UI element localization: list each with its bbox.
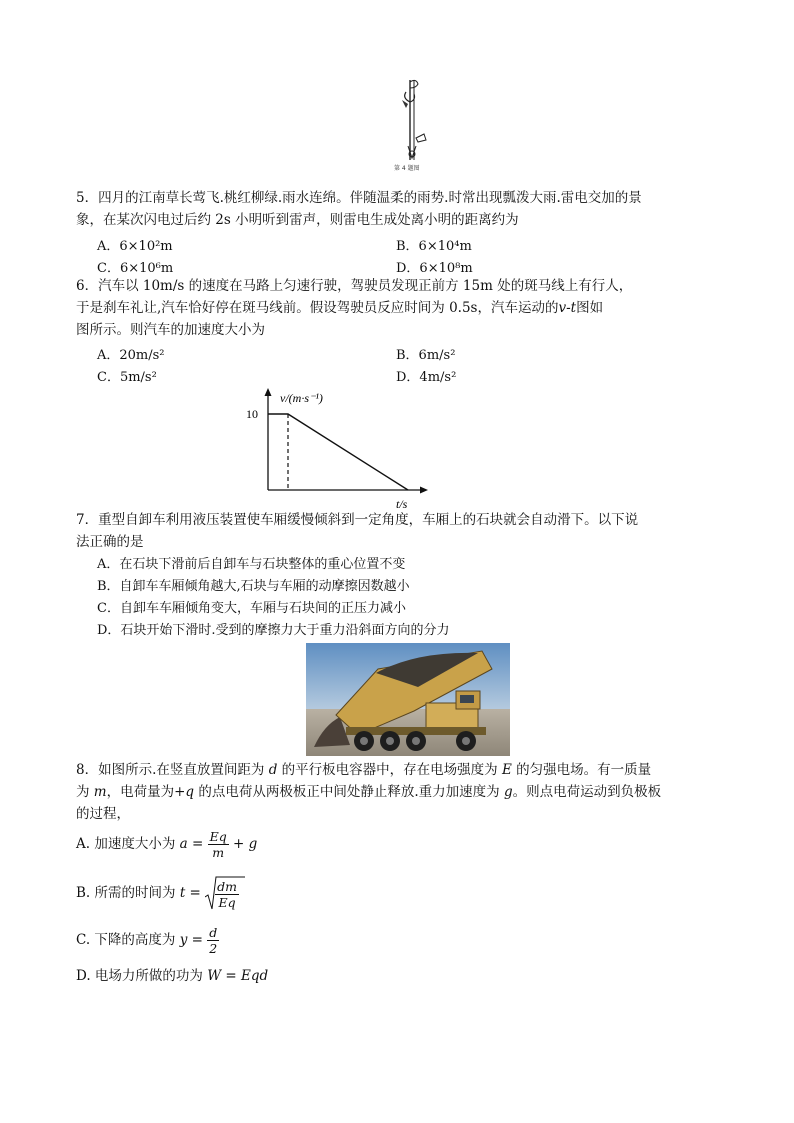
question-6-option-d: D．4m/s²: [396, 370, 457, 385]
figure-4-caption: 第 4 题图: [394, 165, 420, 172]
question-5-option-a: A．6×10²m: [97, 239, 173, 254]
x-axis-arrow: [420, 487, 428, 494]
question-8-stem-line1: 8．如图所示.在竖直放置间距为 d 的平行板电容器中，存在电场强度为 E 的匀强电场。有一质量: [76, 762, 652, 778]
question-5-option-b: B．6×10⁴m: [396, 239, 472, 254]
question-7-stem-line2: 法正确的是: [76, 534, 144, 550]
question-6-option-a: A．20m/s²: [97, 348, 165, 363]
question-5-option-c: C．6×10⁶m: [97, 261, 174, 276]
question-6-option-b: B．6m/s²: [396, 348, 456, 363]
vt-symbol: v-t: [558, 300, 577, 316]
y-axis-label: v/(m·s⁻¹): [280, 391, 323, 405]
x-axis-label: t/s: [396, 497, 408, 510]
vt-graph: [236, 384, 436, 510]
y-axis-arrow: [265, 388, 272, 396]
question-8-option-a: A. 加速度大小为 a = $\frac{Eq}{m}$ + g: [76, 829, 258, 860]
question-4-figure: [392, 76, 432, 176]
question-6-stem-line1: 6．汽车以 10m/s 的速度在马路上匀速行驶，驾驶员发现正前方 15m 处的斑马线上有行人，: [76, 278, 633, 294]
question-7-option-b: B．自卸车车厢倾角越大,石块与车厢的动摩擦因数越小: [97, 579, 410, 594]
question-7-option-a: A．在石块下滑前后自卸车与石块整体的重心位置不变: [97, 557, 406, 572]
vt-graph-svg: [236, 384, 436, 510]
square-root-sign: $\frac{dm}{Eq}$: [205, 875, 239, 913]
question-7-option-c: C．自卸车车厢倾角变大，车厢与石块间的正压力减小: [97, 601, 406, 616]
question-5-stem-line1: 5．四月的江南草长莺飞.桃红柳绿.雨水连绵。伴随温柔的雨势.时常出现瓢泼大雨.雷电交加的景: [76, 190, 642, 206]
dump-truck-photo: [306, 643, 510, 756]
dump-truck-image: [306, 643, 510, 756]
question-8-option-d: D. 电场力所做的功为 W = Eqd: [76, 968, 269, 984]
question-8-stem-line3: 的过程，: [76, 806, 130, 822]
question-8-option-b: B. 所需的时间为 t = $\frac{dm}{Eq}$: [76, 874, 239, 913]
question-5-option-d: D．6×10⁸m: [396, 261, 473, 276]
question-6-option-c: C．5m/s²: [97, 370, 157, 385]
question-8-option-c: C. 下降的高度为 y = $\frac{d}{2}$: [76, 925, 218, 956]
question-7-option-d: D．石块开始下滑时.受到的摩擦力大于重力沿斜面方向的分力: [97, 623, 450, 638]
question-7-stem-line1: 7．重型自卸车利用液压装置使车厢缓慢倾斜到一定角度，车厢上的石块就会自动滑下。以下说: [76, 512, 639, 528]
question-6-stem-line2: 于是刹车礼让,汽车恰好停在斑马线前。假设驾驶员反应时间为 0.5s，汽车运动的v-t图如: [76, 300, 604, 316]
velocity-series-line: [268, 414, 408, 490]
question-6-stem-line3: 图所示。则汽车的加速度大小为: [76, 322, 265, 338]
y-tick-label-10: 10: [246, 407, 258, 421]
hanging-apparatus-diagram: [392, 76, 432, 176]
question-8-stem-line2: 为 m，电荷量为+q 的点电荷从两极板正中间处静止释放.重力加速度为 g。则点电荷运动到负极板: [76, 784, 662, 800]
question-5-stem-line2: 象，在某次闪电过后约 2s 小明听到雷声，则雷电生成处离小明的距离约为: [76, 212, 519, 228]
